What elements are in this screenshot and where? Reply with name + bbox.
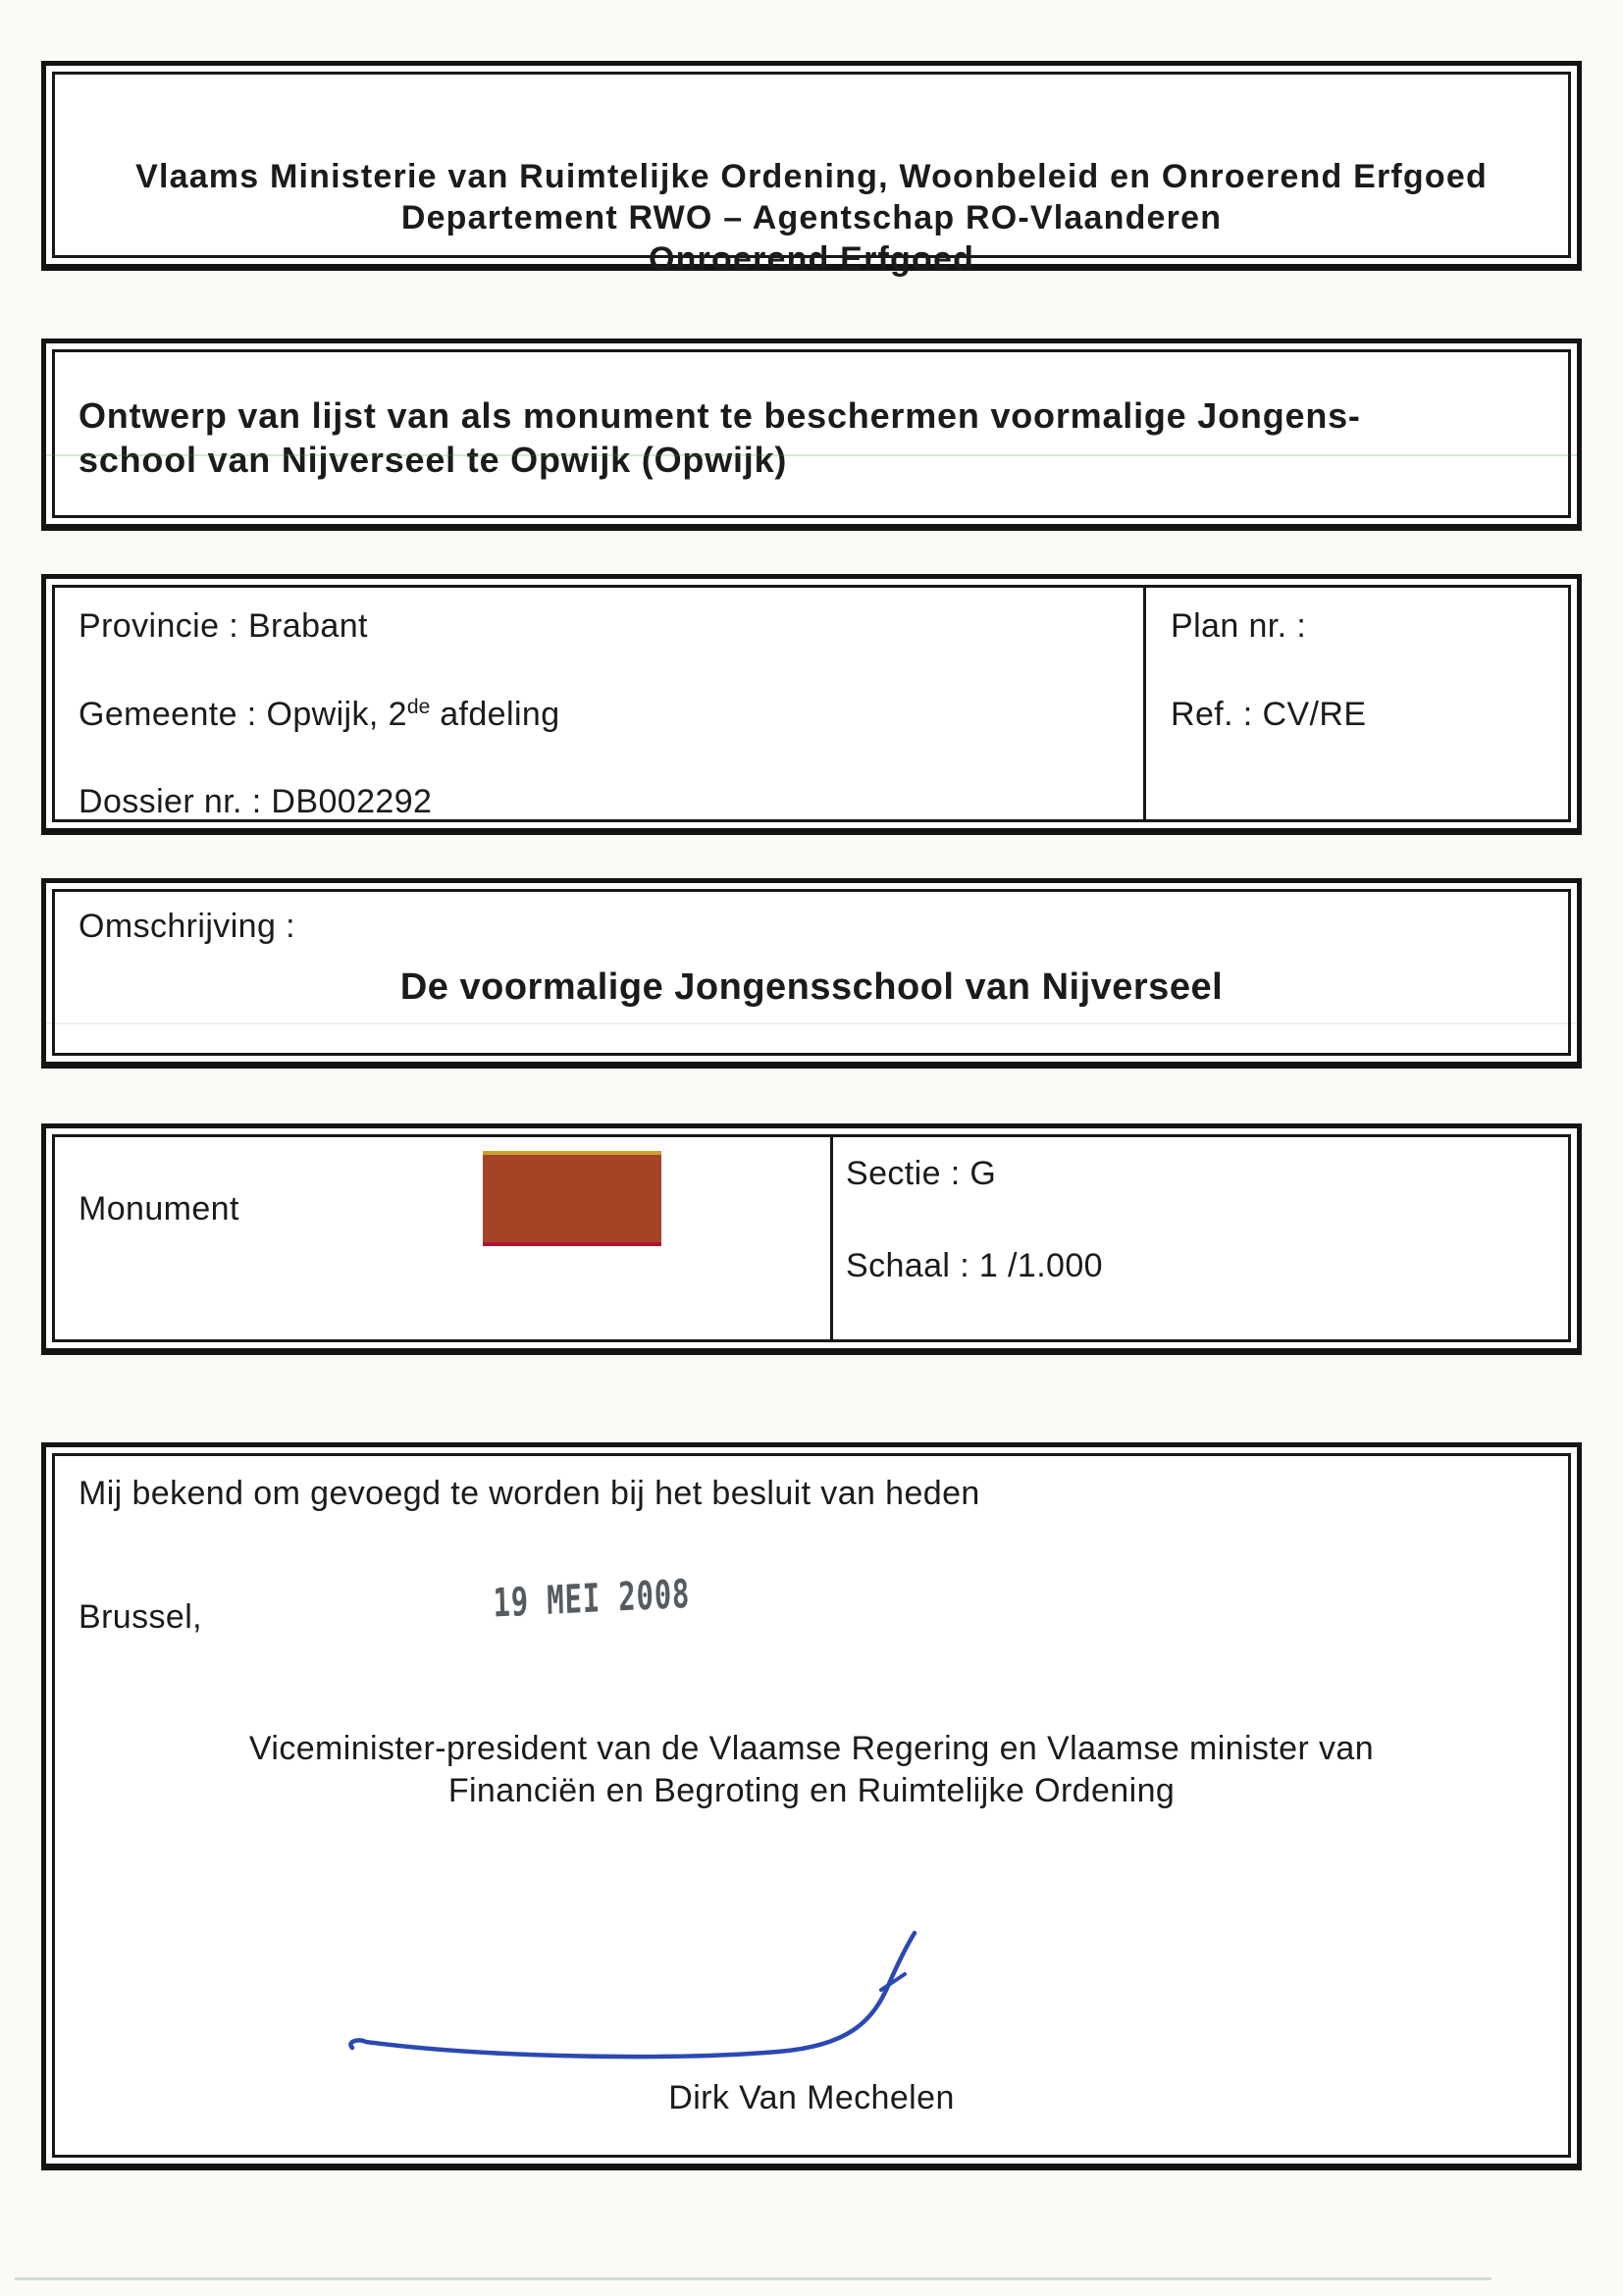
column-divider (1143, 588, 1146, 819)
gemeente-ordinal-suffix: de (406, 696, 431, 719)
legend-box (41, 1123, 1582, 1355)
minister-title-line-2: Financiën en Begroting en Ruimtelijke Ordening (447, 1772, 1176, 1809)
ministry-name-line: Vlaams Ministerie van Ruimtelijke Ordening, Woonbeleid en Onroerend Erfgoed (135, 158, 1488, 195)
ministry-header-box (41, 61, 1582, 278)
dossier-field: Dossier nr. : DB002292 (79, 783, 433, 820)
attachment-statement: Mij bekend om gevoegd te worden bij het besluit van heden (79, 1475, 980, 1512)
monument-label: Monument (79, 1190, 239, 1227)
place-label: Brussel, (79, 1598, 203, 1636)
signature-stroke (350, 1933, 915, 2057)
description-title: De voormalige Jongensschool van Nijverseel (399, 966, 1224, 1008)
cadastral-info-box (41, 574, 1582, 835)
signer-name: Dirk Van Mechelen (668, 2079, 955, 2116)
legend-divider (830, 1137, 833, 1339)
minister-title-line-1: Viceminister-president van de Vlaamse Regering en Vlaamse minister van (248, 1730, 1375, 1767)
department-line: Departement RWO – Agentschap RO-Vlaanderen (400, 199, 1223, 236)
subject-line-2: school van Nijverseel te Opwijk (Opwijk) (79, 440, 788, 480)
signature (46, 1447, 1587, 2175)
closing-box (41, 1442, 1582, 2170)
subject-line-1: Ontwerp van lijst van als monument te beschermen voormalige Jongens- (79, 395, 1361, 436)
scan-artifact-line (46, 1022, 1577, 1024)
description-label: Omschrijving : (79, 908, 295, 945)
scan-artifact-line (46, 454, 1577, 456)
schaal-field: Schaal : 1 /1.000 (846, 1247, 1103, 1284)
monument-color-swatch (483, 1151, 661, 1246)
gemeente-field (79, 695, 560, 739)
provincie-field: Provincie : Brabant (79, 607, 368, 645)
subject-box (41, 339, 1582, 531)
division-line: Onroerend Erfgoed (648, 240, 975, 278)
date-stamp: 19 MEI 2008 (493, 1571, 691, 1628)
page-bottom-scan-line (15, 2277, 1492, 2280)
gemeente-text: Gemeente : Opwijk, 2 (79, 696, 407, 733)
gemeente-text-suffix: afdeling (430, 696, 560, 733)
ref-field: Ref. : CV/RE (1171, 696, 1367, 733)
description-box (41, 878, 1582, 1069)
sectie-field: Sectie : G (846, 1155, 997, 1192)
plan-field: Plan nr. : (1171, 607, 1307, 645)
